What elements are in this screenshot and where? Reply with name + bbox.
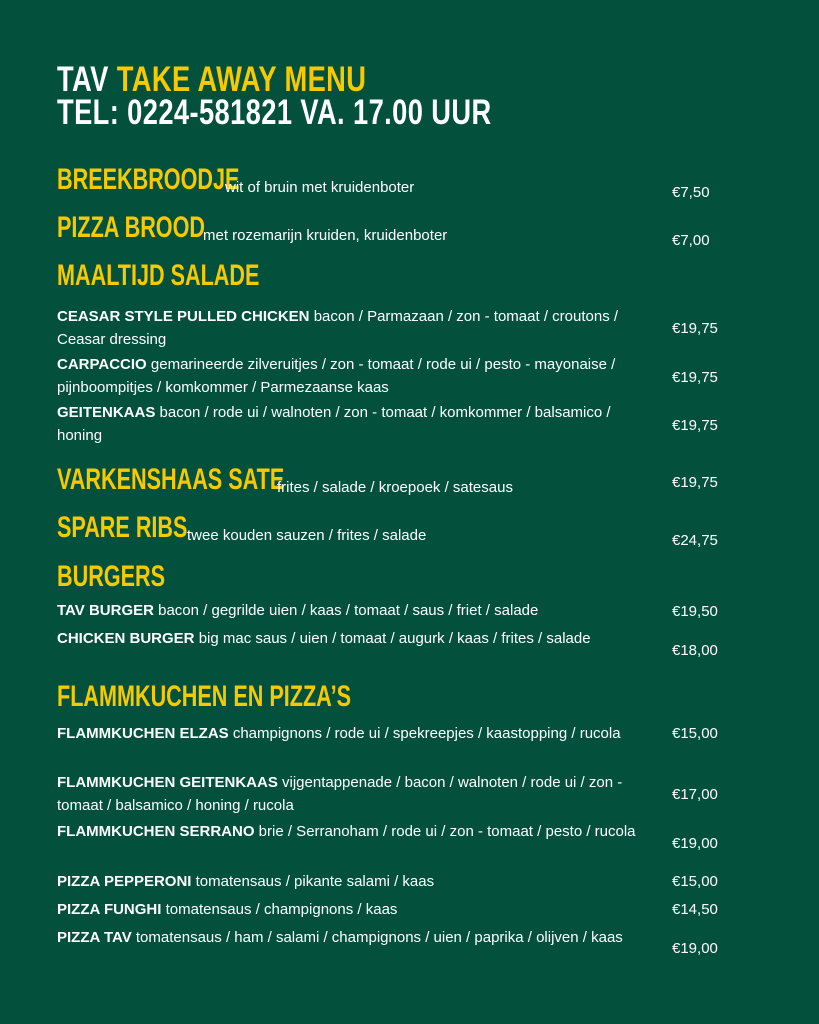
brand: TAV [57,60,109,99]
menu-item: FLAMMKUCHEN ELZAS champignons / rode ui / spekreepjes / kaastopping / rucola [57,725,621,742]
breekbroodje-price: €7,50 [672,184,710,201]
item-price: €19,00 [672,940,718,957]
item-price: €15,00 [672,725,718,742]
menu-item: FLAMMKUCHEN SERRANO brie / Serranoham / rode ui / zon - tomaat / pesto / rucola [57,823,636,840]
item-price: €19,75 [672,320,718,337]
menu-item: TAV BURGER bacon / gegrilde uien / kaas / tomaat / saus / friet / salade [57,602,539,619]
sate-heading: VARKENSHAAS SATE frites / salade / kroepoek / satesaus [57,465,373,495]
ribs-desc: twee kouden sauzen / frites / salade [187,527,427,544]
menu-title [57,60,367,99]
menu-item: PIZZA FUNGHI tomatensaus / champignons / kaas [57,901,398,918]
pizzabrood-desc: met rozemarijn kruiden, kruidenboter [203,227,448,244]
menu-item: FLAMMKUCHEN GEITENKAAS vijgentappenade / bacon / walnoten / rode ui / zon - tomaat / balsamico / honing / rucola [57,774,623,814]
menu-item: CHICKEN BURGER big mac saus / uien / tomaat / augurk / kaas / frites / salade [57,630,591,647]
sate-price: €19,75 [672,474,718,491]
salade-heading: MAALTIJD SALADE [57,259,260,292]
phone-hours: TEL: 0224-581821 VA. 17.00 UUR [57,93,492,132]
item-price: €14,50 [672,901,718,918]
breekbroodje-desc: wit of bruin met kruidenboter [225,179,415,196]
item-price: €18,00 [672,642,718,659]
item-price: €15,00 [672,873,718,890]
item-price: €19,75 [672,369,718,386]
item-price: €19,00 [672,835,718,852]
item-price: €19,75 [672,417,718,434]
menu-item: CARPACCIO gemarineerde zilveruitjes / zon - tomaat / rode ui / pesto - mayonaise / pijnboompitjes / komkommer / Parmezaanse kaas [57,356,616,396]
ribs-price: €24,75 [672,532,718,549]
pizzabrood-price: €7,00 [672,232,710,249]
flamm-heading: FLAMMKUCHEN EN PIZZA’S [57,680,351,713]
item-price: €19,50 [672,603,718,620]
breekbroodje-heading: BREEKBROODJE wit of bruin met kruidenboter [57,165,310,195]
burgers-heading: BURGERS [57,560,166,593]
pizzabrood-heading: PIZZA BROOD met rozemarijn kruiden, kruidenboter [57,213,263,243]
sate-desc: frites / salade / kroepoek / satesaus [277,479,513,496]
menu-item: PIZZA TAV tomatensaus / ham / salami / champignons / uien / paprika / olijven / kaas [57,929,623,946]
title-text: TAKE AWAY MENU [116,60,367,99]
item-price: €17,00 [672,786,718,803]
menu-item: CEASAR STYLE PULLED CHICKEN bacon / Parmazaan / zon - tomaat / croutons / Ceasar dressing [57,308,619,348]
menu-item: PIZZA PEPPERONI tomatensaus / pikante salami / kaas [57,873,435,890]
menu-item: GEITENKAAS bacon / rode ui / walnoten / zon - tomaat / komkommer / balsamico / honing [57,404,611,444]
ribs-heading: SPARE RIBS twee kouden sauzen / frites / salade [57,513,238,543]
